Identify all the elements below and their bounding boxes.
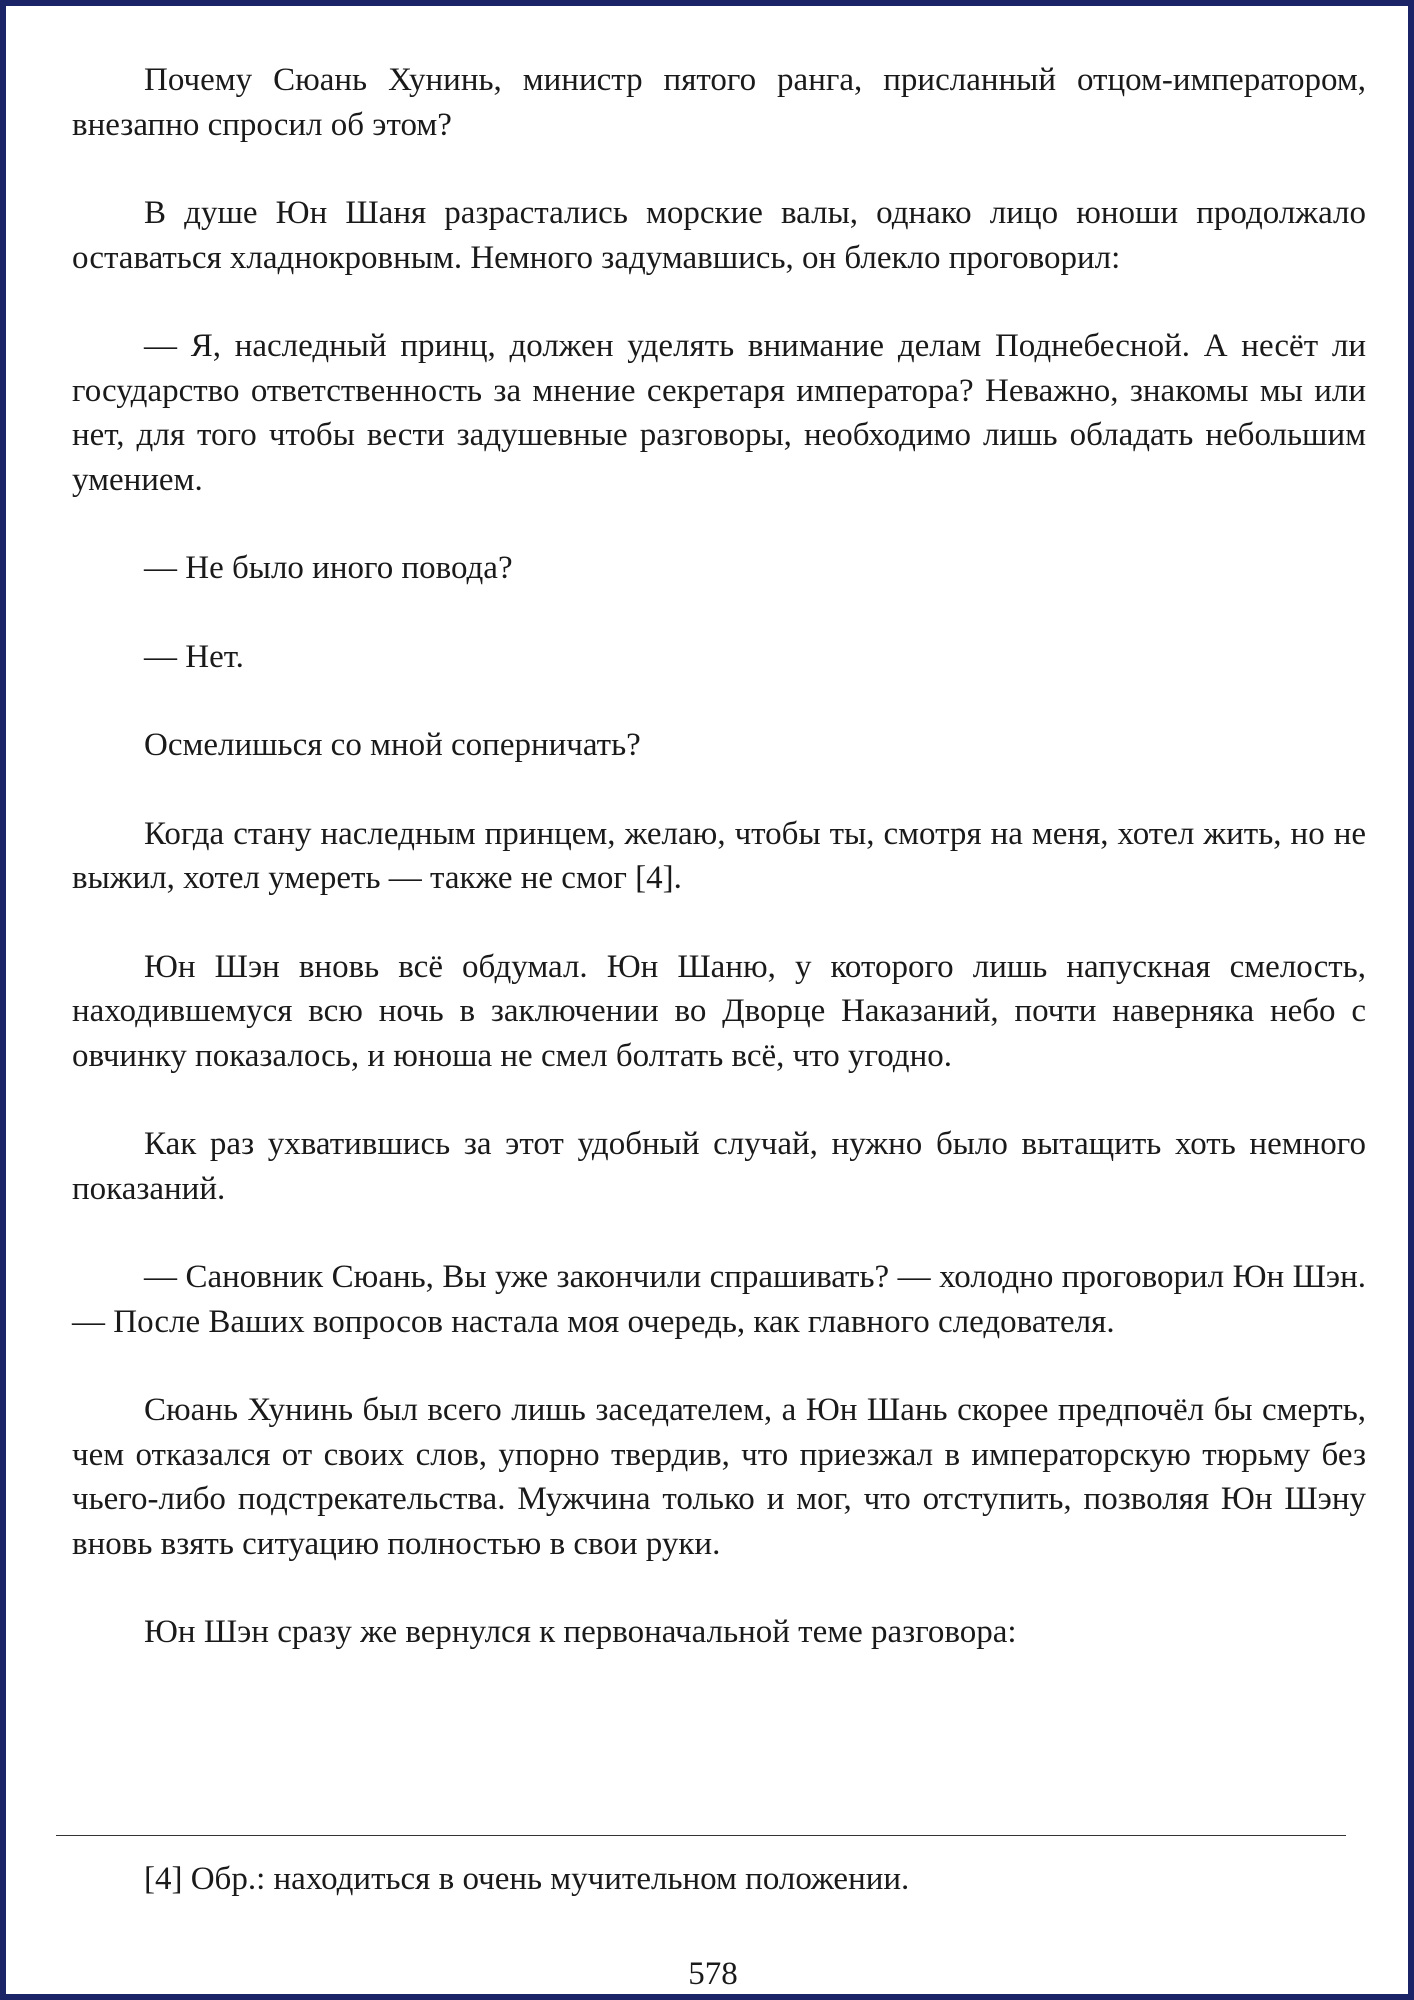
paragraph: Когда стану наследным принцем, желаю, чтобы ты, смотря на меня, хотел жить, но не выжил, хотел умереть — также не смог [4]. (72, 815, 1366, 896)
footnote-divider (56, 1835, 1346, 1836)
paragraph: — Нет. (144, 638, 244, 675)
paragraph: Юн Шэн вновь всё обдумал. Юн Шаню, у которого лишь напускная смелость, находившемуся всю ночь в заключении во Дворце Наказаний, почти наверняка небо с овчинку показалось, и юноша не смел болтать всё, что угодно. (72, 948, 1366, 1074)
paragraph: — Я, наследный принц, должен уделять внимание делам Поднебесной. А несёт ли государство ответственность за мнение секретаря императора? Неважно, знакомы мы или нет, для того чтобы вести задушевные разговоры, необходимо лишь обладать небольшим умением. (72, 328, 1366, 498)
paragraph: — Не было иного повода? (144, 550, 513, 586)
paragraph: Как раз ухватившись за этот удобный случай, нужно было вытащить хоть немного показаний. (72, 1126, 1366, 1207)
paragraph: Почему Сюань Хунинь, министр пятого ранга, присланный отцом-императором, внезапно спросил об этом? (72, 62, 1366, 143)
paragraph: — Сановник Сюань, Вы уже закончили спрашивать? — холодно проговорил Юн Шэн. — После Ваших вопросов настала моя очередь, как главного следователя. (72, 1259, 1366, 1340)
paragraph: В душе Юн Шаня разрастались морские валы, однако лицо юноши продолжало оставаться хладнокровным. Немного задумавшись, он блекло проговорил: (72, 195, 1366, 276)
paragraph: Юн Шэн сразу же вернулся к первоначальной теме разговора: (144, 1614, 1017, 1650)
paragraph: Сюань Хунинь был всего лишь заседателем, а Юн Шань скорее предпочёл бы смерть, чем отказался от своих слов, упорно твердив, что приезжал в императорскую тюрьму без чьего-либо подстрекательства. Мужчина только и мог, что отступить, позволяя Юн Шэну вновь взять ситуацию полностью в свои руки. (72, 1392, 1366, 1562)
footnote: [4] Обр.: находиться в очень мучительном положении. (144, 1861, 910, 1897)
page-number: 578 (688, 1956, 738, 1992)
page-body (72, 58, 1366, 1699)
paragraph: Осмелишься со мной соперничать? (144, 727, 641, 763)
